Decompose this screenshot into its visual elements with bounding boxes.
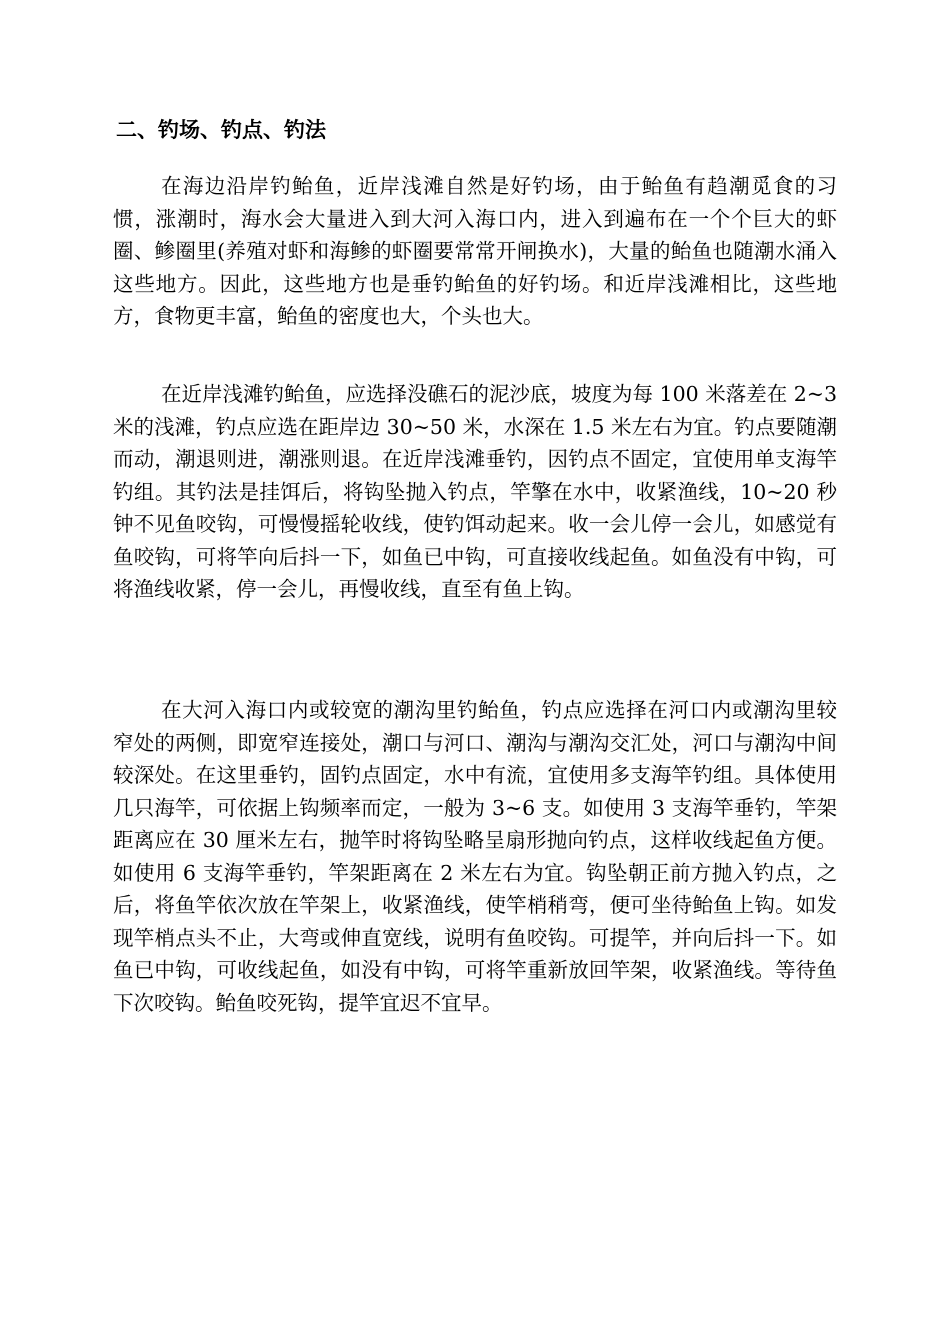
paragraph-estuary-method: 在大河入海口内或较宽的潮沟里钓鲐鱼，钓点应选择在河口内或潮沟里较窄处的两侧，即宽窄连接处，潮口与河口、潮沟与潮沟交汇处，河口与潮沟中间较深处。在这里垂钓，固钓点固定，水中有流，宜使用多支海竿钓组。具体使用几只海竿，可依据上钩频率而定，一般为 3~6 支。如使用 3 支海竿垂钓，竿架距离应在 30 厘米左右，抛竿时将钩坠略呈扇形抛向钓点，这样收线起鱼方便。如使用 6 支海竿垂钓，竿架距离在 2 米左右为宜。钩坠朝正前方抛入钓点，之后，将鱼竿依次放在竿架上，收紧渔线，使竿梢稍弯，便可坐待鲐鱼上钩。如发现竿梢点头不止，大弯或伸直宽线，说明有鱼咬钩。可提竿，并向后抖一下。如鱼已中钩，可收线起鱼，如没有中钩，可将竿重新放回竿架，收紧渔线。等待鱼下次咬钩。鲐鱼咬死钩，提竿宜迟不宜早。: [113, 698, 837, 1015]
paragraph-fishing-spots: 在海边沿岸钓鲐鱼，近岸浅滩自然是好钓场，由于鲐鱼有趋潮觅食的习惯，涨潮时，海水会大量进入到大河入海口内，进入到遍布在一个个巨大的虾圈、鲹圈里(养殖对虾和海鲹的虾圈要常常开闸换水)，大量的鲐鱼也随潮水涌入这些地方。因此，这些地方也是垂钓鲐鱼的好钓场。和近岸浅滩相比，这些地方，食物更丰富，鲐鱼的密度也大，个头也大。: [113, 174, 837, 328]
section-heading: 二、钓场、钓点、钓法: [116, 118, 326, 142]
paragraph-nearshore-method: 在近岸浅滩钓鲐鱼，应选择没礁石的泥沙底，坡度为每 100 米落差在 2~3 米的浅滩，钓点应选在距岸边 30~50 米，水深在 1.5 米左右为宜。钓点要随潮而动，潮退则进，潮涨则退。在近岸浅滩垂钓，因钓点不固定，宜使用单支海竿钓组。其钓法是挂饵后，将钩坠抛入钓点，竿擎在水中，收紧渔线，10~20 秒钟不见鱼咬钩，可慢慢摇轮收线，使钓饵动起来。收一会儿停一会儿，如感觉有鱼咬钩，可将竿向后抖一下，如鱼已中钩，可直接收线起鱼。如鱼没有中钩，可将渔线收紧，停一会儿，再慢收线，直至有鱼上钩。: [113, 382, 837, 601]
